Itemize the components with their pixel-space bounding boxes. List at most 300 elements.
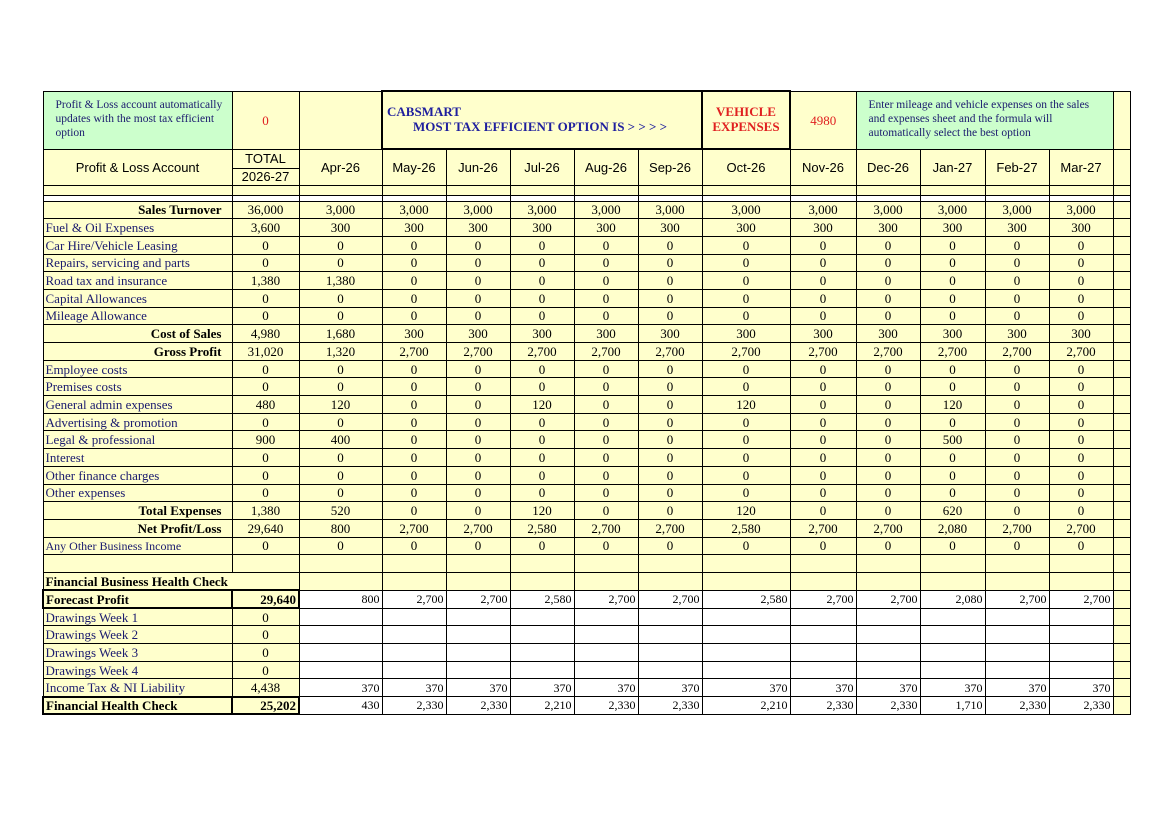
- health-month-input[interactable]: [790, 661, 856, 679]
- health-month-input[interactable]: [920, 608, 985, 626]
- health-month-input[interactable]: [574, 626, 638, 644]
- month-header: Mar-27: [1049, 149, 1113, 185]
- health-month-value: 2,210: [702, 697, 790, 715]
- month-value: 0: [382, 537, 446, 555]
- month-value: 0: [985, 502, 1049, 520]
- month-value: 2,700: [510, 343, 574, 361]
- health-month-input[interactable]: [1049, 661, 1113, 679]
- health-month-input[interactable]: [1049, 644, 1113, 662]
- health-month-input[interactable]: [920, 661, 985, 679]
- table-row: [43, 413, 1130, 431]
- row-total: 0: [232, 307, 299, 325]
- month-value: 2,580: [510, 519, 574, 537]
- health-total: 0: [232, 626, 299, 644]
- month-value: 300: [510, 325, 574, 343]
- month-value: 0: [1049, 396, 1113, 414]
- month-value: 0: [1049, 289, 1113, 307]
- month-value: 0: [856, 396, 920, 414]
- table-row: [43, 201, 1130, 219]
- row-total: 0: [232, 413, 299, 431]
- month-header: Nov-26: [790, 149, 856, 185]
- health-total: 0: [232, 644, 299, 662]
- month-value: 0: [856, 254, 920, 272]
- pl-note: Profit & Loss account automatically updates with the most tax efficient option: [43, 91, 232, 149]
- row-label: Advertising & promotion: [43, 413, 232, 431]
- month-value: 0: [920, 378, 985, 396]
- health-month-value: 2,330: [638, 697, 702, 715]
- month-value: 300: [574, 219, 638, 237]
- month-value: 0: [702, 378, 790, 396]
- month-value: 0: [790, 484, 856, 502]
- month-value: 3,000: [920, 201, 985, 219]
- mileage-note: Enter mileage and vehicle expenses on the sales and expenses sheet and the formula will automatically select the best option: [856, 91, 1113, 149]
- month-value: 0: [920, 272, 985, 290]
- month-value: 0: [299, 413, 382, 431]
- month-value: 0: [574, 289, 638, 307]
- row-total: 31,020: [232, 343, 299, 361]
- health-title-row: [43, 573, 1130, 591]
- month-value: 0: [446, 236, 510, 254]
- table-row: [43, 236, 1130, 254]
- health-month-value: 2,580: [702, 590, 790, 608]
- month-value: 0: [1049, 431, 1113, 449]
- month-value: 0: [920, 449, 985, 467]
- month-value: 3,000: [856, 201, 920, 219]
- month-value: 0: [446, 431, 510, 449]
- month-header: Dec-26: [856, 149, 920, 185]
- month-value: 0: [702, 537, 790, 555]
- table-row: [43, 307, 1130, 325]
- row-label: Interest: [43, 449, 232, 467]
- row-label: General admin expenses: [43, 396, 232, 414]
- health-month-value: 430: [299, 697, 382, 715]
- row-total: 0: [232, 378, 299, 396]
- health-month-input[interactable]: [1049, 608, 1113, 626]
- month-value: 300: [638, 325, 702, 343]
- row-total: 36,000: [232, 201, 299, 219]
- row-label: Gross Profit: [43, 343, 232, 361]
- health-month-input[interactable]: [985, 626, 1049, 644]
- health-month-input[interactable]: [638, 626, 702, 644]
- health-month-input[interactable]: [574, 608, 638, 626]
- month-value: 0: [1049, 484, 1113, 502]
- column-header-row: [43, 149, 1130, 168]
- month-value: 0: [299, 449, 382, 467]
- table-row: [43, 519, 1130, 537]
- month-header: Aug-26: [574, 149, 638, 185]
- month-value: 0: [1049, 360, 1113, 378]
- month-value: 0: [790, 272, 856, 290]
- health-month-value: 370: [790, 679, 856, 697]
- month-value: 120: [299, 396, 382, 414]
- row-label: Premises costs: [43, 378, 232, 396]
- month-value: 0: [510, 537, 574, 555]
- row-label: Road tax and insurance: [43, 272, 232, 290]
- health-month-value: 2,700: [446, 590, 510, 608]
- month-value: 0: [985, 272, 1049, 290]
- health-month-input[interactable]: [638, 644, 702, 662]
- health-month-input[interactable]: [702, 608, 790, 626]
- health-month-input[interactable]: [985, 608, 1049, 626]
- row-total: 0: [232, 484, 299, 502]
- table-row: [43, 449, 1130, 467]
- month-value: 0: [638, 537, 702, 555]
- row-label: Capital Allowances: [43, 289, 232, 307]
- row-total: 900: [232, 431, 299, 449]
- month-value: 0: [920, 289, 985, 307]
- health-month-value: 370: [382, 679, 446, 697]
- month-value: 0: [1049, 272, 1113, 290]
- health-month-input[interactable]: [790, 644, 856, 662]
- month-value: 800: [299, 519, 382, 537]
- month-value: 0: [856, 484, 920, 502]
- month-value: 0: [574, 396, 638, 414]
- health-month-input[interactable]: [299, 661, 382, 679]
- health-month-input[interactable]: [1049, 626, 1113, 644]
- health-month-input[interactable]: [920, 626, 985, 644]
- health-month-input[interactable]: [638, 661, 702, 679]
- month-value: 0: [510, 378, 574, 396]
- month-value: 0: [382, 396, 446, 414]
- health-month-value: 2,330: [856, 697, 920, 715]
- health-month-input[interactable]: [510, 661, 574, 679]
- month-value: 0: [1049, 502, 1113, 520]
- month-value: 2,700: [382, 343, 446, 361]
- month-value: 0: [1049, 307, 1113, 325]
- month-value: 0: [382, 449, 446, 467]
- health-month-input[interactable]: [985, 644, 1049, 662]
- month-value: 0: [510, 272, 574, 290]
- month-value: 0: [920, 236, 985, 254]
- table-row: [43, 325, 1130, 343]
- month-value: 0: [638, 466, 702, 484]
- month-value: 0: [382, 272, 446, 290]
- month-value: 2,700: [382, 519, 446, 537]
- month-value: 2,700: [574, 343, 638, 361]
- month-value: 120: [702, 502, 790, 520]
- month-value: 0: [985, 254, 1049, 272]
- month-value: 300: [702, 219, 790, 237]
- month-value: 300: [985, 219, 1049, 237]
- health-label: Income Tax & NI Liability: [43, 679, 232, 697]
- month-value: 0: [790, 449, 856, 467]
- month-value: 0: [510, 289, 574, 307]
- tax-option-banner: [382, 91, 702, 149]
- month-value: 0: [790, 431, 856, 449]
- table-row: [43, 272, 1130, 290]
- health-total: 4,438: [232, 679, 299, 697]
- month-value: 300: [1049, 219, 1113, 237]
- month-value: 0: [382, 254, 446, 272]
- health-month-input[interactable]: [856, 608, 920, 626]
- health-month-input[interactable]: [856, 661, 920, 679]
- month-value: 300: [702, 325, 790, 343]
- row-label: Fuel & Oil Expenses: [43, 219, 232, 237]
- row-total: 0: [232, 449, 299, 467]
- month-value: 2,700: [1049, 343, 1113, 361]
- health-month-value: 2,330: [382, 697, 446, 715]
- month-value: 0: [638, 236, 702, 254]
- month-value: 0: [574, 360, 638, 378]
- month-value: 0: [790, 360, 856, 378]
- month-value: 0: [638, 307, 702, 325]
- health-total: 25,202: [232, 697, 299, 715]
- health-row: [43, 590, 1130, 608]
- month-value: 2,700: [856, 519, 920, 537]
- health-month-input[interactable]: [299, 608, 382, 626]
- month-value: 0: [702, 466, 790, 484]
- month-value: 0: [856, 378, 920, 396]
- health-month-value: 370: [574, 679, 638, 697]
- health-month-input[interactable]: [510, 608, 574, 626]
- month-value: 0: [574, 502, 638, 520]
- health-month-input[interactable]: [574, 644, 638, 662]
- pl-account-title: Profit & Loss Account: [43, 149, 232, 185]
- month-value: 0: [446, 396, 510, 414]
- health-month-input[interactable]: [985, 661, 1049, 679]
- health-total: 29,640: [232, 590, 299, 608]
- month-value: 0: [856, 466, 920, 484]
- month-value: 0: [638, 502, 702, 520]
- month-value: 0: [856, 360, 920, 378]
- row-total: 480: [232, 396, 299, 414]
- health-check-title: Financial Business Health Check: [43, 573, 299, 591]
- month-value: 0: [382, 378, 446, 396]
- month-value: 0: [446, 449, 510, 467]
- month-value: 0: [510, 254, 574, 272]
- month-value: 2,700: [638, 519, 702, 537]
- health-month-input[interactable]: [382, 626, 446, 644]
- month-value: 0: [574, 272, 638, 290]
- health-month-value: 2,330: [1049, 697, 1113, 715]
- month-value: 0: [638, 378, 702, 396]
- table-row: [43, 502, 1130, 520]
- row-label: Employee costs: [43, 360, 232, 378]
- month-value: 300: [446, 219, 510, 237]
- health-month-value: 370: [1049, 679, 1113, 697]
- month-value: 0: [382, 466, 446, 484]
- month-value: 2,700: [790, 343, 856, 361]
- vehicle-expenses-value: 4980: [790, 91, 856, 149]
- month-value: 0: [638, 360, 702, 378]
- month-value: 300: [446, 325, 510, 343]
- health-label: Forecast Profit: [43, 590, 232, 608]
- health-month-input[interactable]: [510, 644, 574, 662]
- month-value: 120: [510, 502, 574, 520]
- month-value: 0: [702, 449, 790, 467]
- month-header: Jul-26: [510, 149, 574, 185]
- month-value: 500: [920, 431, 985, 449]
- health-month-value: 2,580: [510, 590, 574, 608]
- month-value: 0: [299, 289, 382, 307]
- month-value: 0: [856, 307, 920, 325]
- row-label: Other expenses: [43, 484, 232, 502]
- health-month-input[interactable]: [446, 644, 510, 662]
- month-value: 300: [856, 325, 920, 343]
- month-value: 300: [382, 219, 446, 237]
- health-month-input[interactable]: [790, 608, 856, 626]
- month-value: 0: [790, 289, 856, 307]
- month-header: Apr-26: [299, 149, 382, 185]
- month-value: 0: [574, 307, 638, 325]
- health-month-value: 370: [920, 679, 985, 697]
- row-label: Mileage Allowance: [43, 307, 232, 325]
- health-total: 0: [232, 661, 299, 679]
- month-value: 0: [985, 466, 1049, 484]
- month-value: 0: [446, 484, 510, 502]
- month-value: 620: [920, 502, 985, 520]
- month-header: Oct-26: [702, 149, 790, 185]
- health-month-input[interactable]: [382, 608, 446, 626]
- row-total: 0: [232, 537, 299, 555]
- health-month-input[interactable]: [299, 644, 382, 662]
- month-value: 0: [1049, 466, 1113, 484]
- month-value: 0: [299, 254, 382, 272]
- health-month-input[interactable]: [299, 626, 382, 644]
- table-row: [43, 360, 1130, 378]
- health-month-input[interactable]: [702, 644, 790, 662]
- health-month-value: 2,330: [790, 697, 856, 715]
- month-value: 3,000: [382, 201, 446, 219]
- header-row: [43, 91, 1130, 149]
- month-value: 0: [702, 307, 790, 325]
- month-value: 0: [920, 307, 985, 325]
- row-total: 1,380: [232, 272, 299, 290]
- health-month-input[interactable]: [382, 644, 446, 662]
- health-month-input[interactable]: [638, 608, 702, 626]
- month-value: 0: [510, 236, 574, 254]
- health-month-value: 2,700: [1049, 590, 1113, 608]
- company-name: CABSMART: [387, 104, 461, 120]
- health-month-input[interactable]: [510, 626, 574, 644]
- month-value: 0: [790, 537, 856, 555]
- month-value: 0: [574, 449, 638, 467]
- month-value: 0: [856, 236, 920, 254]
- month-value: 0: [702, 272, 790, 290]
- health-month-value: 2,700: [382, 590, 446, 608]
- health-month-value: 1,710: [920, 697, 985, 715]
- month-value: 300: [920, 325, 985, 343]
- health-month-input[interactable]: [702, 661, 790, 679]
- health-row: [43, 608, 1130, 626]
- health-row: [43, 697, 1130, 715]
- month-value: 1,680: [299, 325, 382, 343]
- health-month-value: 370: [299, 679, 382, 697]
- blank-cell: [299, 91, 382, 149]
- month-value: 2,700: [702, 343, 790, 361]
- month-value: 0: [920, 466, 985, 484]
- month-value: 2,700: [446, 343, 510, 361]
- month-value: 0: [856, 449, 920, 467]
- month-value: 0: [574, 431, 638, 449]
- month-value: 0: [856, 537, 920, 555]
- row-label: Car Hire/Vehicle Leasing: [43, 236, 232, 254]
- row-total: 0: [232, 466, 299, 484]
- tax-option-text: MOST TAX EFFICIENT OPTION IS > > > >: [413, 119, 668, 134]
- month-value: 0: [382, 431, 446, 449]
- row-label: Other finance charges: [43, 466, 232, 484]
- health-month-input[interactable]: [446, 661, 510, 679]
- month-header: Jan-27: [920, 149, 985, 185]
- month-value: 300: [920, 219, 985, 237]
- month-value: 0: [299, 537, 382, 555]
- table-row: [43, 466, 1130, 484]
- month-value: 0: [299, 360, 382, 378]
- month-value: 0: [856, 431, 920, 449]
- year-header: 2026-27: [232, 168, 299, 185]
- health-label: Drawings Week 1: [43, 608, 232, 626]
- month-value: 0: [702, 236, 790, 254]
- health-month-input[interactable]: [790, 626, 856, 644]
- health-month-input[interactable]: [574, 661, 638, 679]
- month-value: 1,320: [299, 343, 382, 361]
- health-month-value: 2,330: [446, 697, 510, 715]
- month-value: 0: [446, 502, 510, 520]
- month-value: 0: [382, 502, 446, 520]
- month-value: 0: [702, 484, 790, 502]
- month-value: 0: [920, 254, 985, 272]
- month-value: 0: [790, 396, 856, 414]
- month-value: 300: [985, 325, 1049, 343]
- health-month-value: 2,700: [985, 590, 1049, 608]
- table-row: [43, 219, 1130, 237]
- health-month-value: 2,700: [790, 590, 856, 608]
- health-month-input[interactable]: [382, 661, 446, 679]
- spacer-row: [43, 185, 1130, 195]
- row-total: 4,980: [232, 325, 299, 343]
- month-value: 0: [299, 466, 382, 484]
- table-row: [43, 537, 1130, 555]
- month-value: 0: [985, 484, 1049, 502]
- row-label: Net Profit/Loss: [43, 519, 232, 537]
- month-value: 0: [510, 307, 574, 325]
- month-value: 3,000: [446, 201, 510, 219]
- health-month-input[interactable]: [856, 626, 920, 644]
- month-value: 0: [920, 413, 985, 431]
- month-value: 0: [702, 431, 790, 449]
- month-value: 0: [1049, 254, 1113, 272]
- health-month-input[interactable]: [702, 626, 790, 644]
- health-label: Drawings Week 3: [43, 644, 232, 662]
- month-value: 2,700: [920, 343, 985, 361]
- month-value: 0: [510, 413, 574, 431]
- health-month-value: 370: [510, 679, 574, 697]
- vehicle-expenses-label: VEHICLE EXPENSES: [702, 91, 790, 149]
- health-month-input[interactable]: [920, 644, 985, 662]
- health-month-input[interactable]: [446, 608, 510, 626]
- month-value: 0: [638, 272, 702, 290]
- month-value: 2,580: [702, 519, 790, 537]
- month-header: Feb-27: [985, 149, 1049, 185]
- health-month-value: 370: [702, 679, 790, 697]
- month-value: 0: [446, 413, 510, 431]
- health-total: 0: [232, 608, 299, 626]
- month-value: 300: [510, 219, 574, 237]
- month-value: 0: [920, 360, 985, 378]
- health-month-value: 370: [856, 679, 920, 697]
- month-value: 0: [790, 307, 856, 325]
- table-row: [43, 254, 1130, 272]
- month-value: 0: [510, 431, 574, 449]
- month-value: 0: [856, 502, 920, 520]
- health-month-input[interactable]: [446, 626, 510, 644]
- health-month-input[interactable]: [856, 644, 920, 662]
- month-value: 0: [446, 289, 510, 307]
- month-value: 2,700: [446, 519, 510, 537]
- month-value: 2,700: [1049, 519, 1113, 537]
- month-value: 0: [382, 289, 446, 307]
- health-month-value: 2,700: [638, 590, 702, 608]
